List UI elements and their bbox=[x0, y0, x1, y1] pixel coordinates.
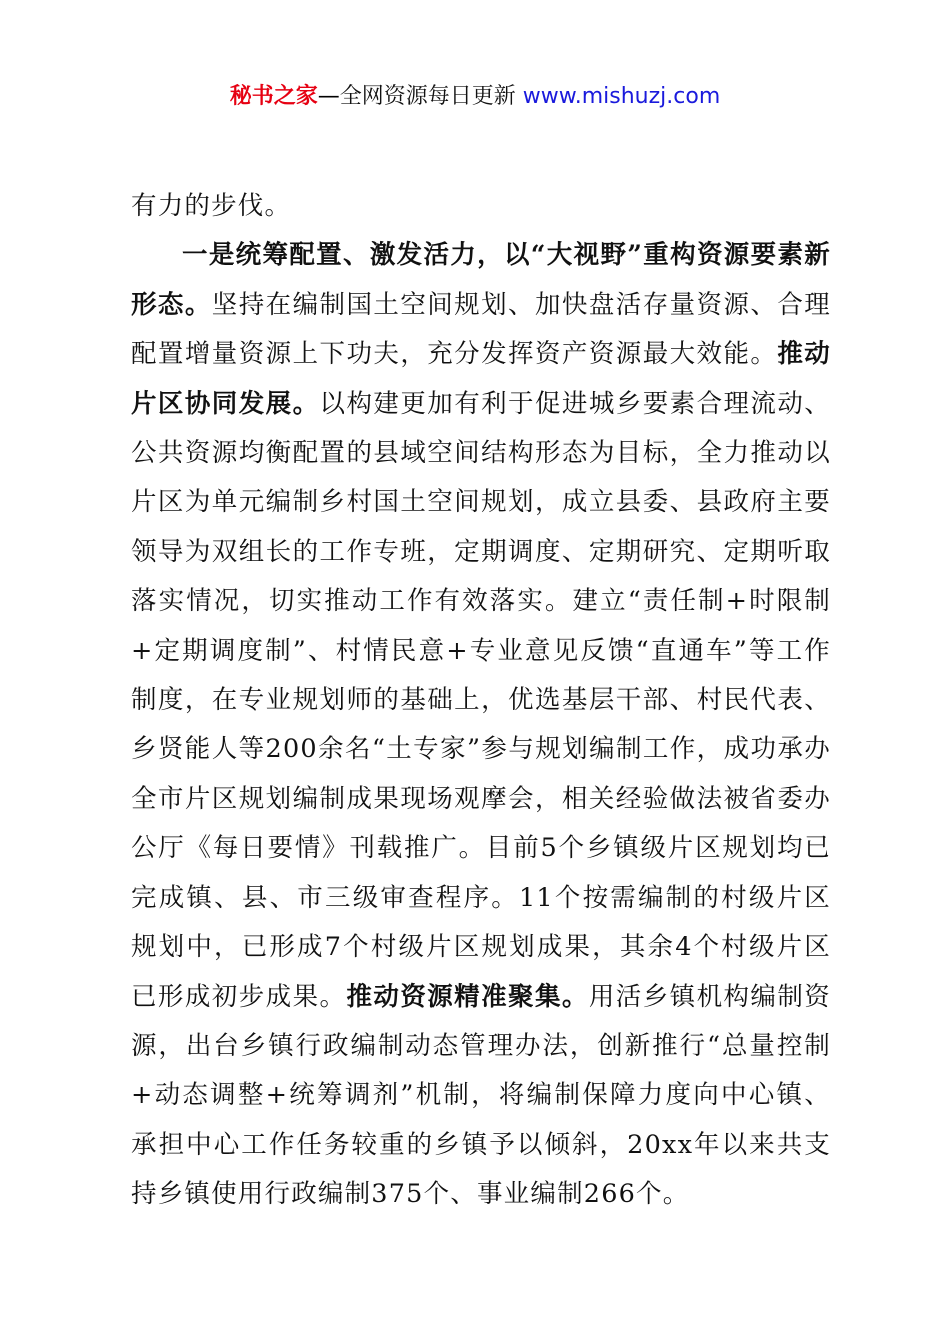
resource-aggregation-text: 用活乡镇机构编制资源，出台乡镇行政编制动态管理办法，创新推行“总量控制+动态调整+统筹调剂”机制，将编制保障力度向中心镇、承担中心工作任务较重的乡镇予以倾斜，20xx年以来共支持乡镇使用行政编制375个、事业编制266个。 bbox=[131, 981, 831, 1210]
paragraph-section-one bbox=[131, 231, 831, 1219]
header-separator: — bbox=[317, 84, 340, 109]
subheading-zone-development: 推动片区协同发展。 bbox=[131, 339, 831, 419]
site-tagline: 全网资源每日更新 bbox=[339, 84, 516, 109]
site-brand: 秘书之家 bbox=[229, 84, 318, 109]
document-body bbox=[131, 182, 831, 1220]
section-intro-text: 坚持在编制国土空间规划、加快盘活存量资源、合理配置增量资源上下功夫，充分发挥资产资源最大效能。 bbox=[131, 289, 831, 370]
site-header bbox=[0, 82, 950, 112]
site-url-link[interactable]: www.mishuzj.com bbox=[522, 84, 721, 109]
paragraph-continuation: 有力的步伐。 bbox=[131, 191, 292, 221]
zone-development-text: 以构建更加有利于促进城乡要素合理流动、公共资源均衡配置的县域空间结构形态为目标，全力推动以片区为单元编制乡村国土空间规划，成立县委、县政府主要领导为双组长的工作专班，定期调度、定期研究、定期听取落实情况，切实推动工作有效落实。建立“责任制+时限制+定期调度制”、村情民意+专业意见反馈“直通车”等工作制度，在专业规划师的基础上，优选基层干部、村民代表、乡贤能人等200余名“土专家”参与规划编制工作，成功承办全市片区规划编制成果现场观摩会，相关经验做法被省委办公厅《每日要情》刊载推广。目前5个乡镇级片区规划均已完成镇、县、市三级审查程序。11个按需编制的村级片区规划中，已形成7个村级片区规划成果，其余4个村级片区已形成初步成果。 bbox=[131, 388, 831, 1012]
subheading-resource-aggregation: 推动资源精准聚集。 bbox=[346, 981, 589, 1012]
section-heading: 一是统筹配置、激发活力，以“大视野”重构资源要素新形态。 bbox=[131, 240, 831, 320]
